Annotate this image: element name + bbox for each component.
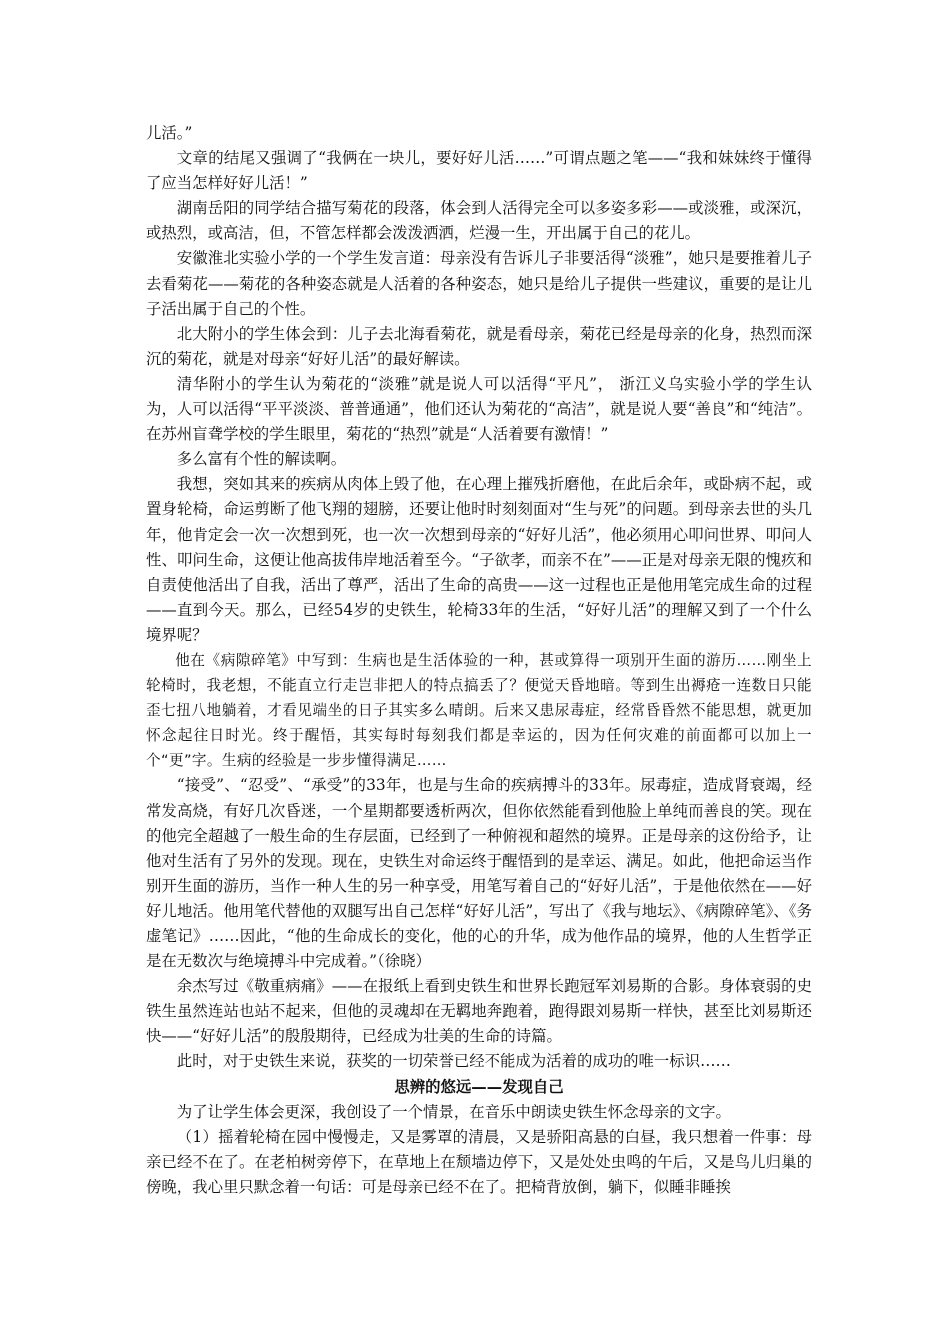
- paragraph-4: 北大附小的学生体会到：儿子去北海看菊花，就是看母亲，菊花已经是母亲的化身，热烈而深沉的菊花，就是对母亲“好好儿活”的最好解读。: [146, 324, 812, 368]
- paragraph-9: “接受”、“忍受”、“承受”的33年，也是与生命的疾病搏斗的33年。尿毒症，造成肾衰竭，经常发高烧，有好几次昏迷，一个星期都要透析两次，但你依然能看到他脸上单纯而善良的笑。现在的他完全超越了一般生命的生存层面，已经到了一种俯视和超然的境界。正是母亲的这份给予，让他对生活有了另外的发现。现在，史铁生对命运终于醒悟到的是幸运、满足。如此，他把命运当作别开生面的游历，当作一种人生的另一种享受，用笔写着自己的“好好儿活”，于是他依然在——好好儿地活。他用笔代替他的双腿写出自己怎样“好好儿活”，写出了《我与地坛》、《病隙碎笔》、《务虚笔记》……因此，“他的生命成长的变化，他的心的升华，成为他作品的境界，他的人生哲学正是在无数次与绝境搏斗中完成着。”（徐晓）: [146, 776, 812, 971]
- paragraph-10: 余杰写过《敬重病痛》——在报纸上看到史铁生和世界长跑冠军刘易斯的合影。身体衰弱的史铁生虽然连站也站不起来，但他的灵魂却在无羁地奔跑着，跑得跟刘易斯一样快，甚至比刘易斯还快——“好好儿活”的殷殷期待，已经成为壮美的生命的诗篇。: [146, 977, 812, 1046]
- paragraph-11: 此时，对于史铁生来说，获奖的一切荣誉已经不能成为活着的成功的唯一标识……: [176, 1052, 731, 1071]
- paragraph-3: 安徽淮北实验小学的一个学生发言道：母亲没有告诉儿子非要活得“淡雅”，她只是要推着儿子去看菊花——菊花的各种姿态就是人活着的各种姿态，她只是给儿子提供一些建议，重要的是让儿子活出属于自己的个性。: [146, 249, 812, 318]
- paragraph-0: 儿活。”: [146, 124, 193, 142]
- paragraph-1: 文章的结尾又强调了“我俩在一块儿，要好好儿活……”可谓点题之笔——“我和妹妹终于懂得了应当怎样好好儿活！”: [146, 149, 812, 193]
- quote-paragraph: 他在《病隙碎笔》中写到：生病也是生活体验的一种，甚或算得一项别开生面的游历……刚坐上轮椅时，我老想，不能直立行走岂非把人的特点搞丢了？便觉天昏地暗。等到生出褥疮一连数日只能歪七扭八地躺着，才看见端坐的日子其实多么晴朗。后来又患尿毒症，经常昏昏然不能思想，就更加怀念起往日时光。终于醒悟，其实每时每刻我们都是幸运的，因为任何灾难的前面都可以加上一个“更”字。生病的经验是一步步懂得满足……: [146, 651, 812, 770]
- section-heading: 思辨的悠远——发现自己: [394, 1077, 564, 1096]
- paragraph-5: 清华附小的学生认为菊花的“淡雅”就是说人可以活得“平凡”， 浙江义乌实验小学的学生认为，人可以活得“平平淡淡、普普通通”，他们还认为菊花的“高洁”，就是说人要“善良”和“纯洁”。在苏州盲聋学校的学生眼里，菊花的“热烈”就是“人活着要有激情！”: [146, 374, 812, 444]
- paragraph-7: 我想，突如其来的疾病从肉体上毁了他，在心理上摧残折磨他，在此后余年，或卧病不起，或置身轮椅，命运剪断了他飞翔的翅膀，还要让他时时刻刻面对“生与死”的问题。到母亲去世的头几年，他肯定会一次一次想到死，也一次一次想到母亲的“好好儿活”，他必须用心叩问世界、叩问人性、叩问生命，这便让他高拔伟岸地活着至今。“子欲孝，而亲不在”——正是对母亲无限的愧疚和自责使他活出了自我，活出了尊严，活出了生命的高贵——这一过程也正是他用笔完成生命的过程——直到今天。那么，已经54岁的史铁生，轮椅33年的生活，“好好儿活”的理解又到了一个什么境界呢？: [146, 475, 812, 644]
- paragraph-12: 为了让学生体会更深，我创设了一个情景，在音乐中朗读史铁生怀念母亲的文字。: [176, 1102, 731, 1121]
- paragraph-2: 湖南岳阳的同学结合描写菊花的段落，体会到人活得完全可以多姿多彩——或淡雅，或深沉，或热烈，或高洁，但，不管怎样都会泼泼洒洒，烂漫一生，开出属于自己的花儿。: [146, 199, 812, 243]
- document-body: [146, 121, 812, 1200]
- paragraph-13: （1）摇着轮椅在园中慢慢走，又是雾罩的清晨，又是骄阳高悬的白昼，我只想着一件事：母亲已经不在了。在老柏树旁停下，在草地上在颓墙边停下，又是处处虫鸣的午后，又是鸟儿归巢的傍晚，我心里只默念着一句话：可是母亲已经不在了。把椅背放倒，躺下，似睡非睡挨: [146, 1127, 812, 1196]
- paragraph-6: 多么富有个性的解读啊。: [176, 450, 347, 469]
